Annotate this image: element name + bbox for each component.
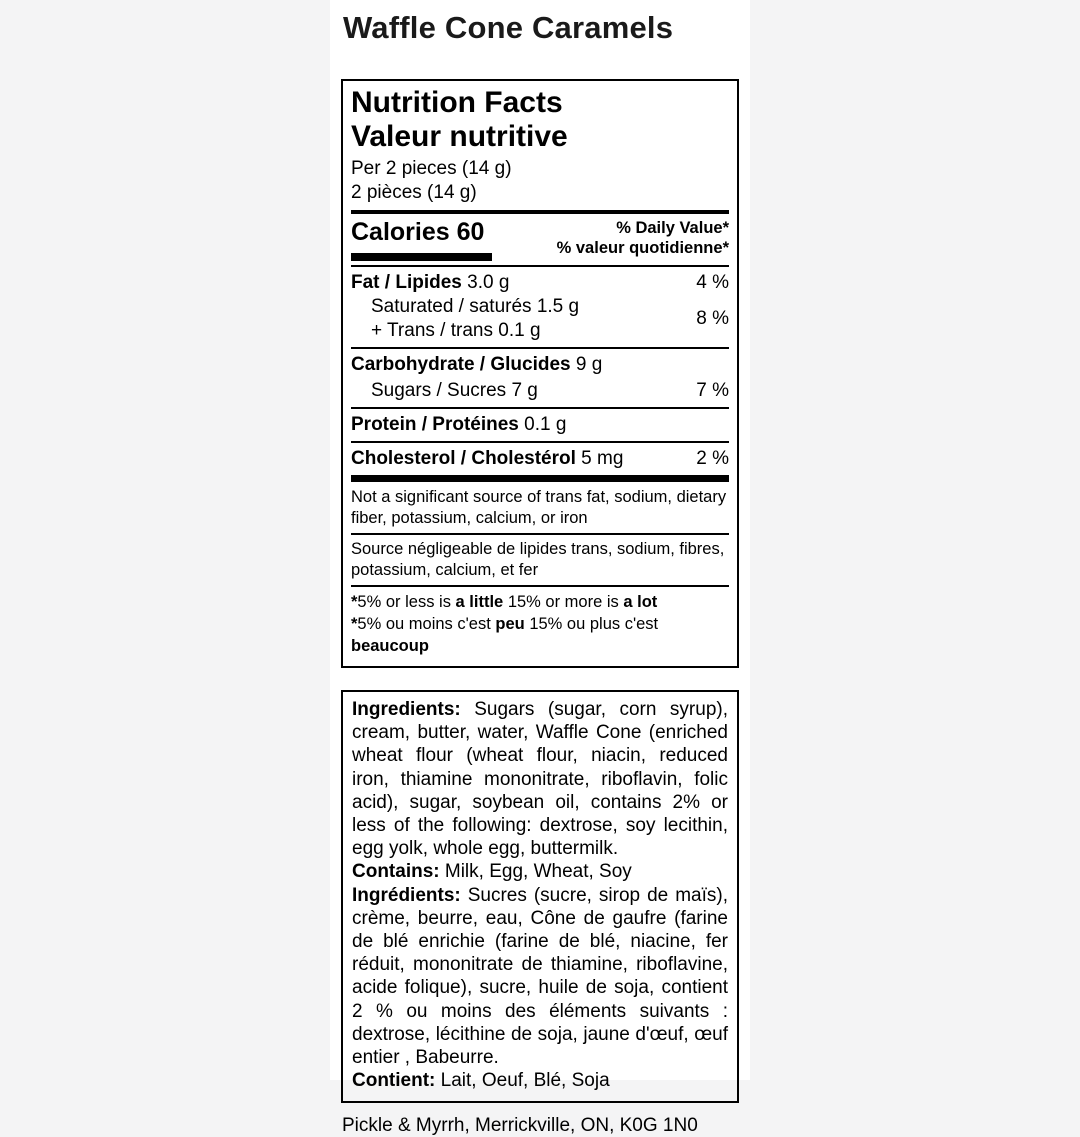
ingredients-en-label: Ingredients: xyxy=(352,699,461,720)
footnote-asterisk: * xyxy=(351,593,358,611)
calories-underline-bar xyxy=(351,253,492,261)
not-significant-source-fr: Source négligeable de lipides trans, sodium, fibres, potassium, calcium, et fer xyxy=(351,540,725,579)
divider-thick xyxy=(351,475,729,482)
cholesterol-amount: 5 mg xyxy=(575,448,624,469)
divider-thin xyxy=(351,441,729,443)
saturated-trans-daily-value: 8 % xyxy=(696,308,729,329)
nutrient-row-cholesterol xyxy=(351,447,729,471)
footnote-asterisk: * xyxy=(351,615,358,633)
nutrient-row-fat xyxy=(351,271,729,295)
ingredients-panel xyxy=(341,690,739,1103)
contains-label: Contains: xyxy=(352,861,440,883)
divider-thin xyxy=(351,347,729,349)
saturated-amount: Saturated / saturés 1.5 g xyxy=(371,296,580,317)
nutrition-facts-panel xyxy=(341,79,739,668)
nutrient-row-saturated-trans xyxy=(351,295,729,343)
ingredients-fr-label: Ingrédients: xyxy=(352,884,461,906)
contains-statement-en: Contains: Milk, Egg, Wheat, Soy xyxy=(352,861,632,883)
calories-row xyxy=(351,219,729,261)
page-title: Waffle Cone Caramels xyxy=(343,10,674,45)
cholesterol-daily-value: 2 % xyxy=(696,448,729,469)
ingredients-en: Ingredients: Sugars (sugar, corn syrup), cream, butter, water, Waffle Cone (enriched wheat flour (wheat flour, niacin, reduced iron, thiamine mononitrate, riboflavin, folic acid), sugar, soybean oil, contains 2% or less of the following: dextrose, soy lecithin, egg yolk, whole egg, buttermilk. xyxy=(352,699,728,860)
divider-thin xyxy=(351,407,729,409)
carbohydrate-label: Carbohydrate / Glucides xyxy=(351,354,571,375)
manufacturer-address: Pickle & Myrrh, Merrickville, ON, K0G 1N0 xyxy=(342,1115,698,1137)
not-significant-source-en: Not a significant source of trans fat, sodium, dietary fiber, potassium, calcium, or iron xyxy=(351,488,727,527)
contient-label: Contient: xyxy=(352,1070,436,1092)
divider-thin xyxy=(351,265,729,267)
fat-amount: 3.0 g xyxy=(461,272,510,293)
nutrient-row-protein xyxy=(351,413,729,437)
daily-value-footnote-fr: *5% ou moins c'est peu 15% ou plus c'est beaucoup xyxy=(351,615,659,655)
nutrition-facts-title-en: Nutrition Facts xyxy=(351,86,563,119)
carbohydrate-amount: 9 g xyxy=(570,354,603,375)
nutrient-row-sugars xyxy=(351,379,729,403)
serving-size-fr: 2 pièces (14 g) xyxy=(351,182,477,203)
ingredients-fr: Ingrédients: Sucres (sucre, sirop de maïs), crème, beurre, eau, Cône de gaufre (farine de blé enrichie (farine de blé, niacine, fer réduit, mononitrate de thiamine, riboflavine, acide folique), sucre, huile de soja, contient 2 % ou moins des éléments suivants : dextrose, lécithine de soja, jaune d'œuf, œuf entier , Babeurre. xyxy=(352,884,728,1069)
nutrient-row-carbohydrate xyxy=(351,353,729,377)
divider-thin xyxy=(351,533,729,535)
divider-thin xyxy=(351,585,729,587)
daily-value-footnote-en: *5% or less is a little 15% or more is a lot xyxy=(351,593,658,611)
divider-medium xyxy=(351,210,729,214)
sugars-daily-value: 7 % xyxy=(696,380,729,401)
label-panel xyxy=(330,0,750,1137)
daily-value-header-fr: % valeur quotidienne* xyxy=(556,238,729,257)
calories-value: Calories 60 xyxy=(351,218,485,246)
protein-amount: 0.1 g xyxy=(518,414,567,435)
fat-daily-value: 4 % xyxy=(696,272,729,293)
trans-amount: + Trans / trans 0.1 g xyxy=(371,320,541,341)
sugars-amount: Sugars / Sucres 7 g xyxy=(371,380,538,401)
contains-statement-fr: Contient: Lait, Oeuf, Blé, Soja xyxy=(352,1070,610,1092)
fat-label: Fat / Lipides xyxy=(351,272,462,293)
nutrition-facts-title-fr: Valeur nutritive xyxy=(351,120,568,153)
daily-value-header-en: % Daily Value* xyxy=(616,219,729,237)
serving-size-en: Per 2 pieces (14 g) xyxy=(351,158,512,179)
cholesterol-label: Cholesterol / Cholestérol xyxy=(351,448,576,469)
protein-label: Protein / Protéines xyxy=(351,414,519,435)
